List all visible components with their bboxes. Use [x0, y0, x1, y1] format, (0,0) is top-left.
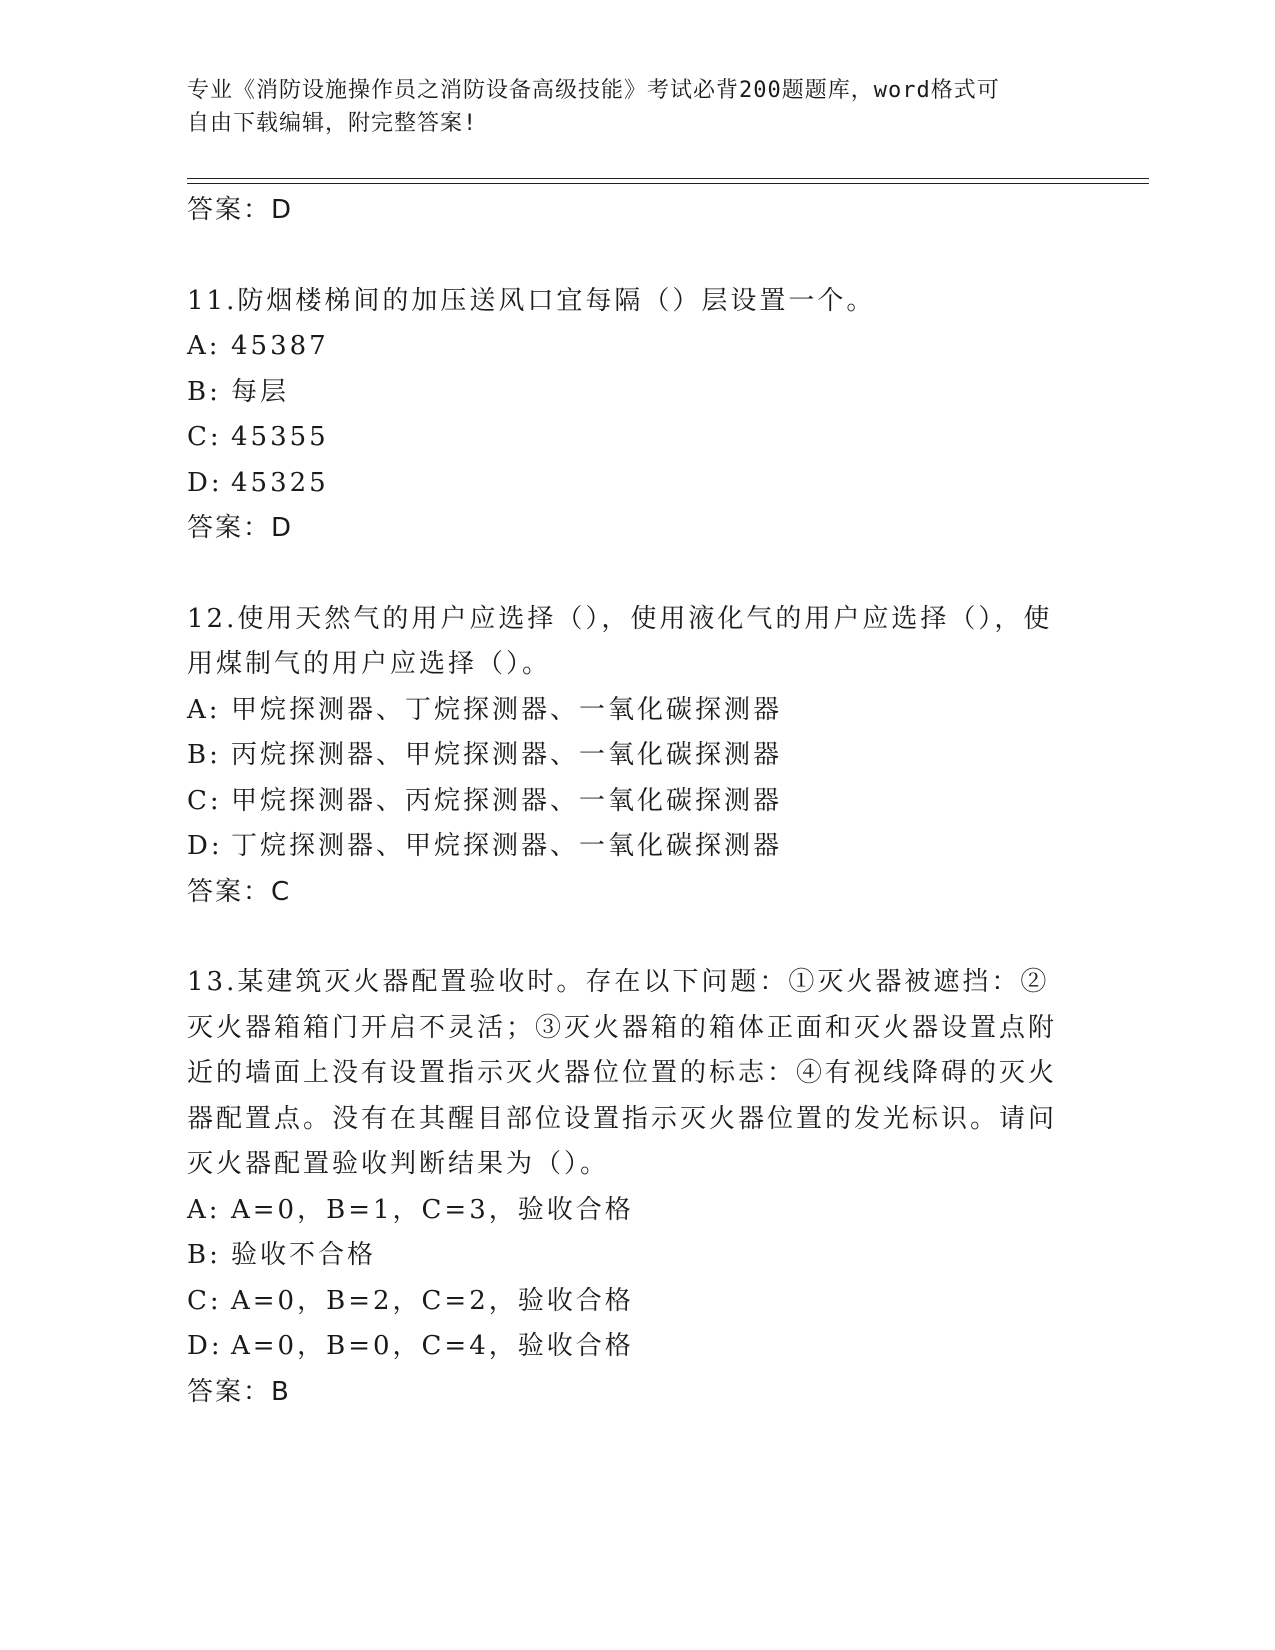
question-stem: 12.使用天然气的用户应选择（），使用液化气的用户应选择（），使用煤制气的用户应选择（）。	[187, 603, 1053, 679]
page-header	[187, 74, 1067, 140]
option-key: C:	[187, 422, 222, 452]
option-key: D:	[187, 1331, 223, 1361]
option-c	[187, 415, 1067, 461]
option-text: 45387	[231, 331, 329, 361]
answer-line: 答案：C	[187, 876, 292, 907]
option-key: B:	[187, 1240, 221, 1270]
question-list	[187, 188, 1067, 1415]
option-text: A=0，B=2，C=2，验收合格	[231, 1285, 634, 1316]
question-stem: 11.防烟楼梯间的加压送风口宜每隔（）层设置一个。	[187, 285, 876, 316]
header-line-1: 专业《消防设施操作员之消防设备高级技能》考试必背200题题库，word格式可	[187, 78, 1000, 103]
option-key: D:	[187, 831, 223, 861]
answer-line: 答案：D	[187, 513, 294, 543]
question-stem: 13.某建筑灭火器配置验收时。存在以下问题：①灭火器被遮挡：②灭火器箱箱门开启不灵活；③灭火器箱的箱体正面和灭火器设置点附近的墙面上没有设置指示灭火器位位置的标志：④有视线降碍的灭火器配置点。没有在其醒目部位设置指示灭火器位置的发光标识。请问灭火器配置验收判断结果为（）。	[187, 967, 1058, 1179]
option-text: 45325	[231, 467, 329, 498]
option-text: 丙烷探测器、甲烷探测器、一氧化碳探测器	[231, 740, 783, 770]
option-text: 丁烷探测器、甲烷探测器、一氧化碳探测器	[231, 831, 783, 861]
option-a	[187, 688, 1067, 734]
option-d	[187, 1324, 1067, 1370]
option-d	[187, 824, 1067, 870]
option-key: C:	[187, 1285, 222, 1316]
option-key: A:	[187, 331, 221, 361]
header-line-2: 自由下载编辑，附完整答案!	[187, 111, 478, 136]
option-d	[187, 461, 1067, 507]
option-a	[187, 1188, 1067, 1234]
question-block	[187, 279, 1067, 552]
option-key: A:	[187, 694, 221, 725]
option-key: D:	[187, 467, 223, 498]
previous-answer: 答案：D	[187, 195, 294, 225]
option-text: 甲烷探测器、丙烷探测器、一氧化碳探测器	[231, 785, 783, 816]
header-divider	[187, 178, 1149, 179]
option-key: C:	[187, 785, 222, 816]
option-text: A=0，B=0，C=4，验收合格	[231, 1331, 634, 1361]
option-key: B:	[187, 376, 221, 407]
option-text: 甲烷探测器、丁烷探测器、一氧化碳探测器	[231, 694, 783, 725]
option-a	[187, 324, 1067, 370]
option-text: 45355	[231, 422, 329, 452]
option-text: 每层	[231, 376, 290, 407]
header-divider	[187, 183, 1149, 184]
question-block	[187, 597, 1067, 916]
option-b	[187, 370, 1067, 416]
answer-line: 答案：B	[187, 1376, 291, 1407]
option-key: A:	[187, 1194, 221, 1225]
option-b	[187, 733, 1067, 779]
option-key: B:	[187, 740, 221, 770]
option-c	[187, 1279, 1067, 1325]
option-text: 验收不合格	[231, 1240, 377, 1270]
option-c	[187, 779, 1067, 825]
option-text: A=0，B=1，C=3，验收合格	[231, 1194, 634, 1225]
question-block	[187, 960, 1067, 1415]
option-b	[187, 1233, 1067, 1279]
